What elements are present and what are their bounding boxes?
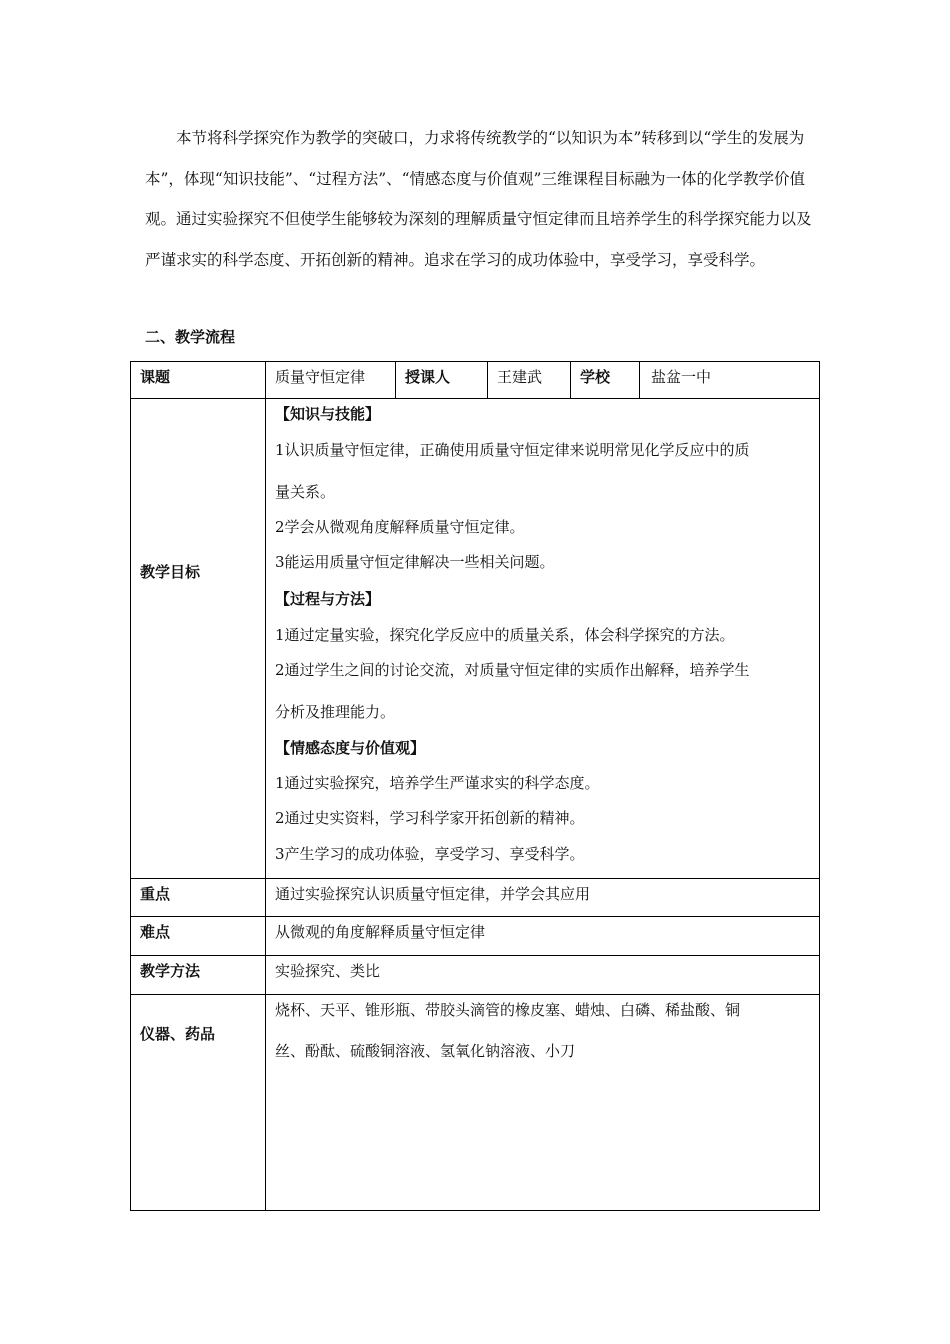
table-border xyxy=(130,916,820,917)
difficulty-label: 难点 xyxy=(140,923,171,941)
table-border xyxy=(265,361,266,1211)
knowledge-title: 【知识与技能】 xyxy=(275,405,381,423)
attitude-item-1: 1通过实验探究，培养学生严谨求实的科学态度。 xyxy=(275,774,600,792)
teacher-label: 授课人 xyxy=(405,368,451,386)
school-value: 盐盆一中 xyxy=(651,368,712,386)
table-border xyxy=(130,398,820,399)
table-border xyxy=(130,955,820,956)
knowledge-item-1a: 1认识质量守恒定律，正确使用质量守恒定律来说明常见化学反应中的质 xyxy=(275,441,750,459)
attitude-item-3: 3产生学习的成功体验，享受学习、享受科学。 xyxy=(275,845,585,863)
table-border xyxy=(130,878,820,879)
table-border xyxy=(570,361,571,399)
intro-paragraph: 本节将科学探究作为教学的突破口，力求将传统教学的“以知识为本”转移到以“学生的发展为本”，体现“知识技能”、“过程方法”、“情感态度与价值观”三维课程目标融为一体的化学教学价值观。通过实验探究不但使学生能够较为深刻的理解质量守恒定律而且培养学生的科学探究能力以及严谨求实的科学态度、开拓创新的精神。追求在学习的成功体验中，享受学习，享受科学。 xyxy=(145,129,812,269)
topic-label: 课题 xyxy=(140,368,171,386)
process-item-2a: 2通过学生之间的讨论交流，对质量守恒定律的实质作出解释，培养学生 xyxy=(275,661,750,679)
goals-label: 教学目标 xyxy=(140,563,201,581)
process-title: 【过程与方法】 xyxy=(275,590,381,608)
table-border xyxy=(487,361,488,399)
method-label: 教学方法 xyxy=(140,962,201,980)
table-border xyxy=(819,361,820,1211)
attitude-title: 【情感态度与价值观】 xyxy=(275,739,426,757)
section-title: 二、教学流程 xyxy=(145,328,236,346)
process-item-2b: 分析及推理能力。 xyxy=(275,703,396,721)
attitude-item-2: 2通过史实资料，学习科学家开拓创新的精神。 xyxy=(275,809,585,827)
table-border xyxy=(639,361,640,399)
key-point-value: 通过实验探究认识质量守恒定律，并学会其应用 xyxy=(275,885,591,903)
difficulty-value: 从微观的角度解释质量守恒定律 xyxy=(275,923,486,941)
key-point-label: 重点 xyxy=(140,885,171,903)
lesson-plan-table xyxy=(130,361,820,1211)
table-border xyxy=(395,361,396,399)
equipment-line-1: 烧杯、天平、锥形瓶、带胶头滴管的橡皮塞、蜡烛、白磷、稀盐酸、铜 xyxy=(275,1001,741,1019)
method-value: 实验探究、类比 xyxy=(275,962,381,980)
equipment-line-2: 丝、酚酞、硫酸铜溶液、氢氧化钠溶液、小刀 xyxy=(275,1042,576,1060)
school-label: 学校 xyxy=(580,368,611,386)
topic-value: 质量守恒定律 xyxy=(275,368,366,386)
process-item-1: 1通过定量实验，探究化学反应中的质量关系，体会科学探究的方法。 xyxy=(275,626,735,644)
table-border xyxy=(130,361,131,1211)
knowledge-item-3: 3能运用质量守恒定律解决一些相关问题。 xyxy=(275,553,555,571)
knowledge-item-2: 2学会从微观角度解释质量守恒定律。 xyxy=(275,518,525,536)
table-border xyxy=(130,994,820,995)
knowledge-item-1b: 量关系。 xyxy=(275,483,336,501)
teacher-value: 王建武 xyxy=(497,368,543,386)
table-border xyxy=(130,361,820,362)
table-border xyxy=(130,1210,820,1211)
equipment-label: 仪器、药品 xyxy=(140,1025,216,1043)
